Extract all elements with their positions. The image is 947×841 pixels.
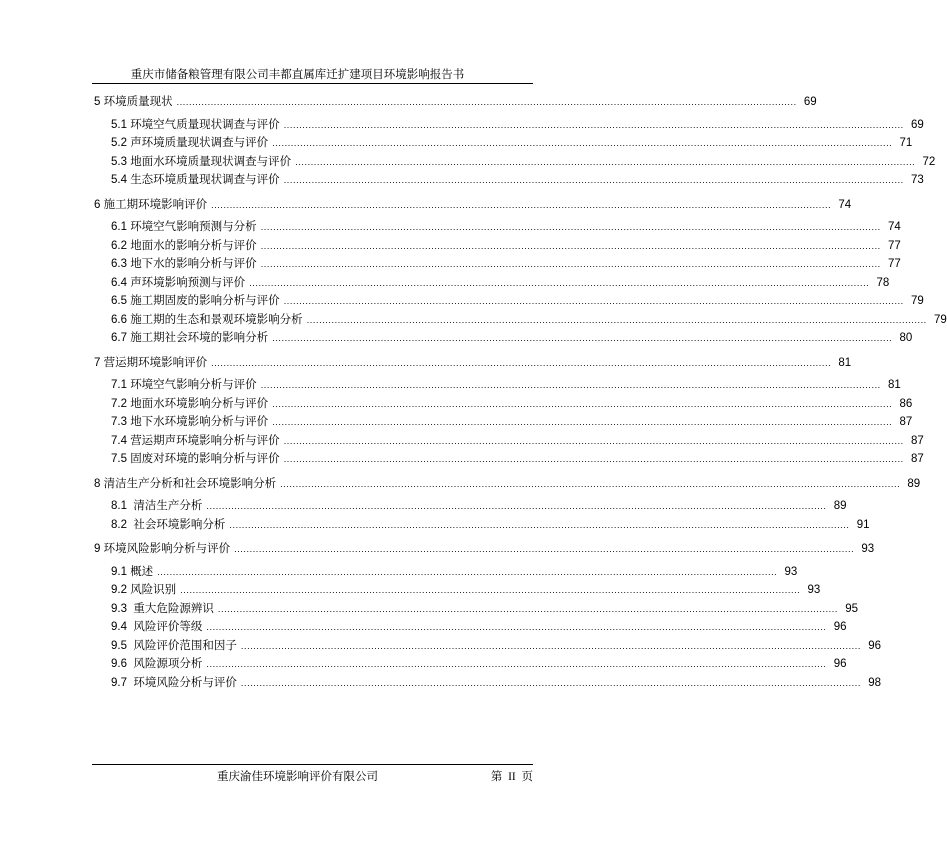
toc-entry-page: 89	[907, 477, 921, 490]
toc-section-entry[interactable]	[111, 601, 858, 617]
toc-entry-number: 7.5	[111, 453, 131, 465]
toc-section-entry[interactable]	[111, 135, 913, 151]
toc-entry-number: 6.5	[111, 295, 131, 307]
toc-leader-dots: ........................................................................................................................................................................................................	[217, 603, 838, 614]
toc-entry-page: 95	[845, 602, 858, 615]
toc-entry-page: 69	[911, 118, 924, 131]
toc-entry-page: 96	[833, 621, 847, 633]
toc-leader-dots: ........................................................................................................................................................................................................	[211, 199, 832, 210]
toc-chapter-entry[interactable]	[94, 476, 921, 492]
toc-section-entry[interactable]	[111, 582, 821, 598]
toc-section-entry[interactable]	[111, 433, 924, 449]
toc-leader-dots: ........................................................................................................................................................................................................	[180, 585, 801, 595]
toc-leader-dots: ........................................................................................................................................................................................................	[229, 519, 850, 530]
toc-entry-number: 6.7	[111, 332, 131, 344]
toc-section-entry[interactable]	[111, 172, 924, 188]
toc-entry-page: 86	[899, 397, 913, 410]
toc-entry-number: 8.2	[111, 518, 134, 531]
toc-section-entry[interactable]	[111, 564, 798, 580]
toc-entry-number: 6.1	[111, 221, 131, 233]
toc-entry-page: 79	[934, 313, 947, 326]
toc-leader-dots: ........................................................................................................................................................................................................	[283, 119, 904, 130]
toc-entry-page: 93	[861, 543, 875, 555]
toc-leader-dots: ........................................................................................................................................................................................................	[306, 314, 927, 325]
footer-company: 重庆渝佳环境影响评价有限公司	[217, 771, 378, 783]
toc-entry-number: 5	[94, 96, 104, 108]
toc-chapter-entry[interactable]	[94, 197, 852, 213]
header-divider	[92, 83, 533, 84]
toc-entry-number: 5.4	[111, 174, 131, 186]
toc-entry-number: 7	[94, 356, 104, 369]
toc-section-entry[interactable]	[111, 293, 924, 309]
toc-entry-number: 9.2	[111, 584, 131, 596]
toc-entry-label: 固废对环境的影响分析与评价	[130, 453, 280, 465]
toc-entry-number: 7.4	[111, 434, 131, 447]
toc-leader-dots: ........................................................................................................................................................................................................	[272, 333, 893, 343]
toc-leader-dots: ........................................................................................................................................................................................................	[295, 156, 916, 167]
toc-entry-label: 环境空气质量现状调查与评价	[130, 118, 280, 131]
toc-leader-dots: ........................................................................................................................................................................................................	[283, 454, 904, 464]
toc-entry-page: 81	[838, 356, 852, 369]
toc-entry-number: 5.3	[111, 155, 131, 168]
toc-entry-number: 9.6	[111, 658, 134, 670]
toc-leader-dots: ........................................................................................................................................................................................................	[280, 478, 901, 489]
toc-entry-page: 87	[911, 434, 924, 447]
toc-section-entry[interactable]	[111, 117, 924, 133]
toc-entry-page: 74	[838, 198, 852, 211]
toc-section-entry[interactable]	[111, 656, 847, 672]
toc-section-entry[interactable]	[111, 238, 901, 254]
toc-entry-number: 9.3	[111, 602, 134, 615]
toc-entry-number: 9.7	[111, 676, 134, 689]
toc-section-entry[interactable]	[111, 675, 881, 691]
toc-entry-label: 地面水环境影响分析与评价	[130, 397, 269, 410]
toc-leader-dots: ........................................................................................................................................................................................................	[206, 622, 827, 632]
toc-entry-label: 声环境影响预测与评价	[130, 276, 246, 289]
toc-entry-label: 生态环境质量现状调查与评价	[130, 174, 280, 186]
toc-section-entry[interactable]	[111, 275, 890, 291]
toc-entry-label: 清洁生产分析	[133, 500, 203, 512]
toc-chapter-entry[interactable]	[94, 355, 852, 371]
toc-entry-number: 9.4	[111, 621, 134, 633]
toc-section-entry[interactable]	[111, 396, 913, 412]
toc-entry-page: 93	[807, 584, 821, 596]
toc-section-entry[interactable]	[111, 219, 901, 235]
toc-entry-page: 81	[888, 379, 901, 391]
toc-entry-label: 施工期社会环境的影响分析	[130, 332, 269, 344]
toc-entry-page: 96	[833, 658, 847, 670]
toc-entry-label: 清洁生产分析和社会环境影响分析	[103, 477, 277, 490]
toc-entry-label: 社会环境影响分析	[133, 518, 226, 531]
toc-leader-dots: ........................................................................................................................................................................................................	[272, 138, 893, 148]
toc-leader-dots: ........................................................................................................................................................................................................	[283, 435, 904, 446]
toc-entry-page: 87	[899, 416, 913, 428]
toc-entry-label: 地下水环境影响分析与评价	[130, 416, 269, 428]
toc-entry-label: 营运期声环境影响分析与评价	[130, 434, 280, 447]
toc-section-entry[interactable]	[111, 154, 936, 170]
toc-entry-page: 98	[868, 676, 881, 689]
toc-entry-page: 74	[888, 221, 901, 233]
toc-entry-label: 地面水环境质量现状调查与评价	[130, 155, 292, 168]
page-header-title: 重庆市储备粮管理有限公司丰都直属库迁扩建项目环境影响报告书	[130, 69, 465, 81]
toc-entry-label: 概述	[130, 565, 154, 578]
toc-entry-page: 77	[888, 239, 901, 252]
toc-entry-number: 5.1	[111, 118, 131, 131]
toc-section-entry[interactable]	[111, 414, 913, 430]
toc-leader-dots: ........................................................................................................................................................................................................	[176, 97, 797, 107]
toc-leader-dots: ........................................................................................................................................................................................................	[283, 296, 904, 306]
toc-entry-number: 9.5	[111, 639, 134, 652]
toc-leader-dots: ........................................................................................................................................................................................................	[260, 222, 881, 232]
toc-entry-label: 环境质量现状	[103, 96, 173, 108]
toc-section-entry[interactable]	[111, 498, 847, 514]
toc-entry-page: 96	[868, 639, 881, 652]
toc-entry-label: 环境空气影响分析与评价	[130, 379, 257, 391]
toc-entry-page: 77	[888, 258, 901, 270]
toc-leader-dots: ........................................................................................................................................................................................................	[260, 240, 881, 251]
toc-leader-dots: ........................................................................................................................................................................................................	[211, 357, 832, 368]
toc-entry-number: 9	[94, 543, 104, 555]
toc-leader-dots: ........................................................................................................................................................................................................	[249, 277, 870, 288]
toc-entry-label: 环境风险分析与评价	[133, 676, 237, 689]
toc-section-entry[interactable]	[111, 638, 881, 654]
toc-entry-page: 89	[833, 500, 847, 512]
toc-section-entry[interactable]	[111, 256, 901, 272]
toc-section-entry[interactable]	[111, 312, 947, 328]
toc-section-entry[interactable]	[111, 517, 870, 533]
toc-leader-dots: ........................................................................................................................................................................................................	[206, 501, 827, 511]
toc-entry-label: 地面水的影响分析与评价	[130, 239, 257, 252]
toc-entry-page: 78	[876, 276, 890, 289]
toc-entry-number: 8	[94, 477, 104, 490]
toc-entry-label: 环境风险影响分析与评价	[103, 543, 231, 555]
toc-entry-number: 7.3	[111, 416, 131, 428]
toc-entry-number: 7.2	[111, 397, 131, 410]
toc-entry-label: 重大危险源辨识	[133, 602, 214, 615]
toc-entry-number: 5.2	[111, 137, 131, 149]
toc-leader-dots: ........................................................................................................................................................................................................	[157, 566, 778, 577]
toc-leader-dots: ........................................................................................................................................................................................................	[272, 417, 893, 427]
footer-page-number: 第 II 页	[490, 771, 533, 783]
toc-section-entry[interactable]	[111, 377, 901, 393]
toc-leader-dots: ........................................................................................................................................................................................................	[206, 659, 827, 669]
toc-entry-page: 72	[922, 155, 936, 168]
toc-section-entry[interactable]	[111, 451, 924, 467]
toc-entry-label: 风险识别	[130, 584, 177, 596]
toc-entry-label: 营运期环境影响评价	[103, 356, 208, 369]
toc-entry-page: 93	[784, 565, 798, 578]
toc-chapter-entry[interactable]	[94, 541, 875, 557]
toc-entry-label: 风险评价范围和因子	[133, 639, 237, 652]
toc-leader-dots: ........................................................................................................................................................................................................	[260, 259, 881, 269]
toc-entry-page: 91	[856, 518, 870, 531]
toc-entry-page: 71	[899, 137, 913, 149]
toc-leader-dots: ........................................................................................................................................................................................................	[240, 640, 861, 651]
toc-entry-number: 6.6	[111, 313, 131, 326]
toc-entry-page: 87	[911, 453, 924, 465]
toc-entry-page: 80	[899, 332, 913, 344]
toc-entry-number: 8.1	[111, 500, 134, 512]
toc-leader-dots: ........................................................................................................................................................................................................	[240, 677, 861, 688]
toc-entry-label: 施工期的生态和景观环境影响分析	[130, 313, 303, 326]
toc-entry-number: 7.1	[111, 379, 131, 391]
toc-leader-dots: ........................................................................................................................................................................................................	[272, 398, 893, 409]
toc-entry-number: 6.3	[111, 258, 131, 270]
toc-entry-label: 环境空气影响预测与分析	[130, 221, 257, 233]
toc-entry-label: 施工期固废的影响分析与评价	[130, 295, 280, 307]
toc-entry-page: 73	[911, 174, 924, 186]
toc-entry-page: 79	[911, 295, 924, 307]
footer-divider	[92, 764, 533, 765]
toc-entry-label: 风险评价等级	[133, 621, 203, 633]
toc-section-entry[interactable]	[111, 330, 913, 346]
toc-leader-dots: ........................................................................................................................................................................................................	[234, 544, 855, 554]
toc-leader-dots: ........................................................................................................................................................................................................	[283, 175, 904, 185]
toc-entry-label: 声环境质量现状调查与评价	[130, 137, 269, 149]
toc-entry-number: 6	[94, 198, 104, 211]
toc-entry-label: 施工期环境影响评价	[103, 198, 208, 211]
toc-chapter-entry[interactable]	[94, 94, 817, 110]
toc-leader-dots: ........................................................................................................................................................................................................	[260, 380, 881, 390]
toc-section-entry[interactable]	[111, 619, 847, 635]
toc-entry-label: 风险源项分析	[133, 658, 203, 670]
toc-entry-number: 9.1	[111, 565, 131, 578]
toc-entry-number: 6.4	[111, 276, 131, 289]
toc-entry-label: 地下水的影响分析与评价	[130, 258, 257, 270]
toc-entry-number: 6.2	[111, 239, 131, 252]
toc-entry-page: 69	[803, 96, 817, 108]
